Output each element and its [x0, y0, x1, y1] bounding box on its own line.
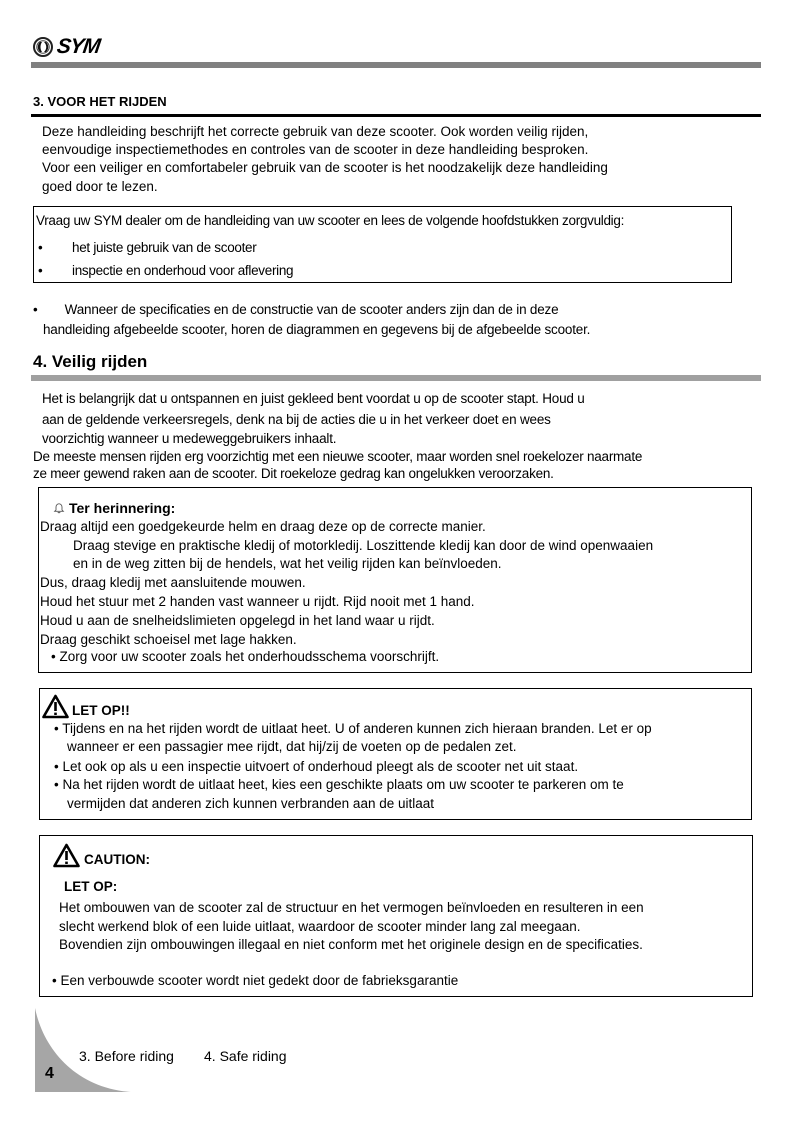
- intro-line: eenvoudige inspectiemethodes en controles van de scooter in deze handleiding besproken.: [42, 141, 589, 157]
- sym-emblem-icon: [33, 37, 53, 57]
- warning-heading: LET OP!!: [42, 694, 130, 724]
- warning-triangle-icon: [42, 694, 69, 719]
- intro-line: aan de geldende verkeersregels, denk na bij de acties die u in het verkeer doet en wees: [42, 411, 551, 427]
- bullet: •: [33, 302, 38, 317]
- caution-line: Bovendien zijn ombouwingen illegaal en niet conform met het originele design en de specificaties.: [59, 937, 643, 952]
- reminder-line: Dus, draag kledij met aansluitende mouwen.: [40, 575, 306, 590]
- footer-link-safe-riding[interactable]: 4. Safe riding: [204, 1048, 287, 1064]
- bell-icon: [53, 502, 65, 514]
- dealer-notice-text: Vraag uw SYM dealer om de handleiding van uw scooter en lees de volgende hoofdstukken zorgvuldig:: [36, 213, 625, 228]
- section-3-title: 3. VOOR HET RIJDEN: [33, 94, 167, 109]
- reminder-line: Draag geschikt schoeisel met lage hakken.: [40, 632, 297, 647]
- caution-heading: CAUTION:: [53, 843, 150, 873]
- caution-box: [39, 835, 753, 997]
- page-number: 4: [45, 1065, 54, 1082]
- intro-line: Deze handleiding beschrijft het correcte gebruik van deze scooter. Ook worden veilig rijden,: [42, 124, 589, 139]
- reminder-line: Houd het stuur met 2 handen vast wanneer u rijdt. Rijd nooit met 1 hand.: [40, 594, 475, 609]
- section-4-behavior-note: De meeste mensen rijden erg voorzichtig met een nieuwe scooter, maar worden snel roekelozer naarmate ze meer gewend raken aan de scooter. Dit roekeloze gedrag kan ongelukken veroorzaken.: [33, 449, 643, 481]
- bullet: •: [38, 263, 43, 278]
- bullet: •: [38, 240, 43, 255]
- reminder-line: en in de weg zitten bij de hendels, wat het veilig rijden kan beïnvloeden.: [73, 556, 502, 571]
- warning-line: • Let ook op als u een inspectie uitvoert of onderhoud pleegt als de scooter net uit staat.: [54, 759, 579, 774]
- intro-line: Voor een veiliger en comfortabeler gebruik van de scooter is het noodzakelijk deze handleiding: [42, 159, 608, 175]
- reminder-line: Houd u aan de snelheidslimieten opgelegd in het land waar u rijdt.: [40, 613, 435, 628]
- section-3-rule: [31, 114, 761, 117]
- reminder-line: Draag altijd een goedgekeurde helm en draag deze op de correcte manier.: [40, 519, 486, 534]
- caution-subtitle: LET OP:: [64, 879, 118, 894]
- caution-line: Het ombouwen van de scooter zal de structuur en het vermogen beïnvloeden en resulteren in een: [59, 900, 644, 915]
- specification-note: • Wanneer de specificaties en de constructie van de scooter anders zijn dan de in deze handleiding afgebeelde scooter, horen de diagrammen en gegevens bij de afgebeelde scooter.: [33, 302, 591, 337]
- warning-box: [39, 688, 752, 820]
- warning-line: • Tijdens en na het rijden wordt de uitlaat heet. U of anderen kunnen zich hieraan branden. Let er op: [54, 721, 652, 736]
- warning-line: vermijden dat anderen zich kunnen verbranden aan de uitlaat: [67, 796, 434, 811]
- caution-line: slecht werkend blok of een luide uitlaat, waardoor de scooter minder lang zal meegaan.: [59, 919, 581, 934]
- section-3-intro: [42, 122, 742, 197]
- dealer-notice-box: Vraag uw SYM dealer om de handleiding van uw scooter en lees de volgende hoofdstukken zorgvuldig: • het juiste gebruik van de scooter • inspectie en onderhoud voor aflevering: [33, 206, 732, 283]
- brand-name: SYM: [55, 35, 102, 58]
- reminder-line: • Zorg voor uw scooter zoals het onderhoudsschema voorschrijft.: [51, 649, 440, 664]
- reminder-heading: Ter herinnering:: [53, 499, 175, 518]
- header-divider: [31, 62, 761, 68]
- footer-link-before-riding[interactable]: 3. Before riding: [79, 1048, 174, 1064]
- intro-line: voorzichtig wanneer u medeweggebruikers inhaalt.: [42, 431, 337, 446]
- intro-line: Het is belangrijk dat u ontspannen en juist gekleed bent voordat u op de scooter stapt. Houd u: [42, 391, 585, 406]
- brand-logo: [33, 36, 100, 58]
- section-4-intro: [42, 389, 762, 447]
- warning-line: • Na het rijden wordt de uitlaat heet, kies een geschikte plaats om uw scooter te parkeren om te: [54, 777, 624, 792]
- reminder-box: [38, 487, 752, 673]
- intro-line: goed door te lezen.: [42, 179, 158, 194]
- reminder-line: Draag stevige en praktische kledij of motorkledij. Loszittende kledij kan door de wind openwaaien: [73, 538, 654, 553]
- section-4-divider: [31, 375, 761, 381]
- warning-triangle-icon: [53, 843, 80, 868]
- caution-bullet: • Een verbouwde scooter wordt niet gedekt door de fabrieksgarantie: [52, 973, 459, 988]
- section-4-title: 4. Veilig rijden: [33, 352, 148, 371]
- warning-line: wanneer er een passagier mee rijdt, dat hij/zij de voeten op de pedalen zet.: [67, 739, 517, 754]
